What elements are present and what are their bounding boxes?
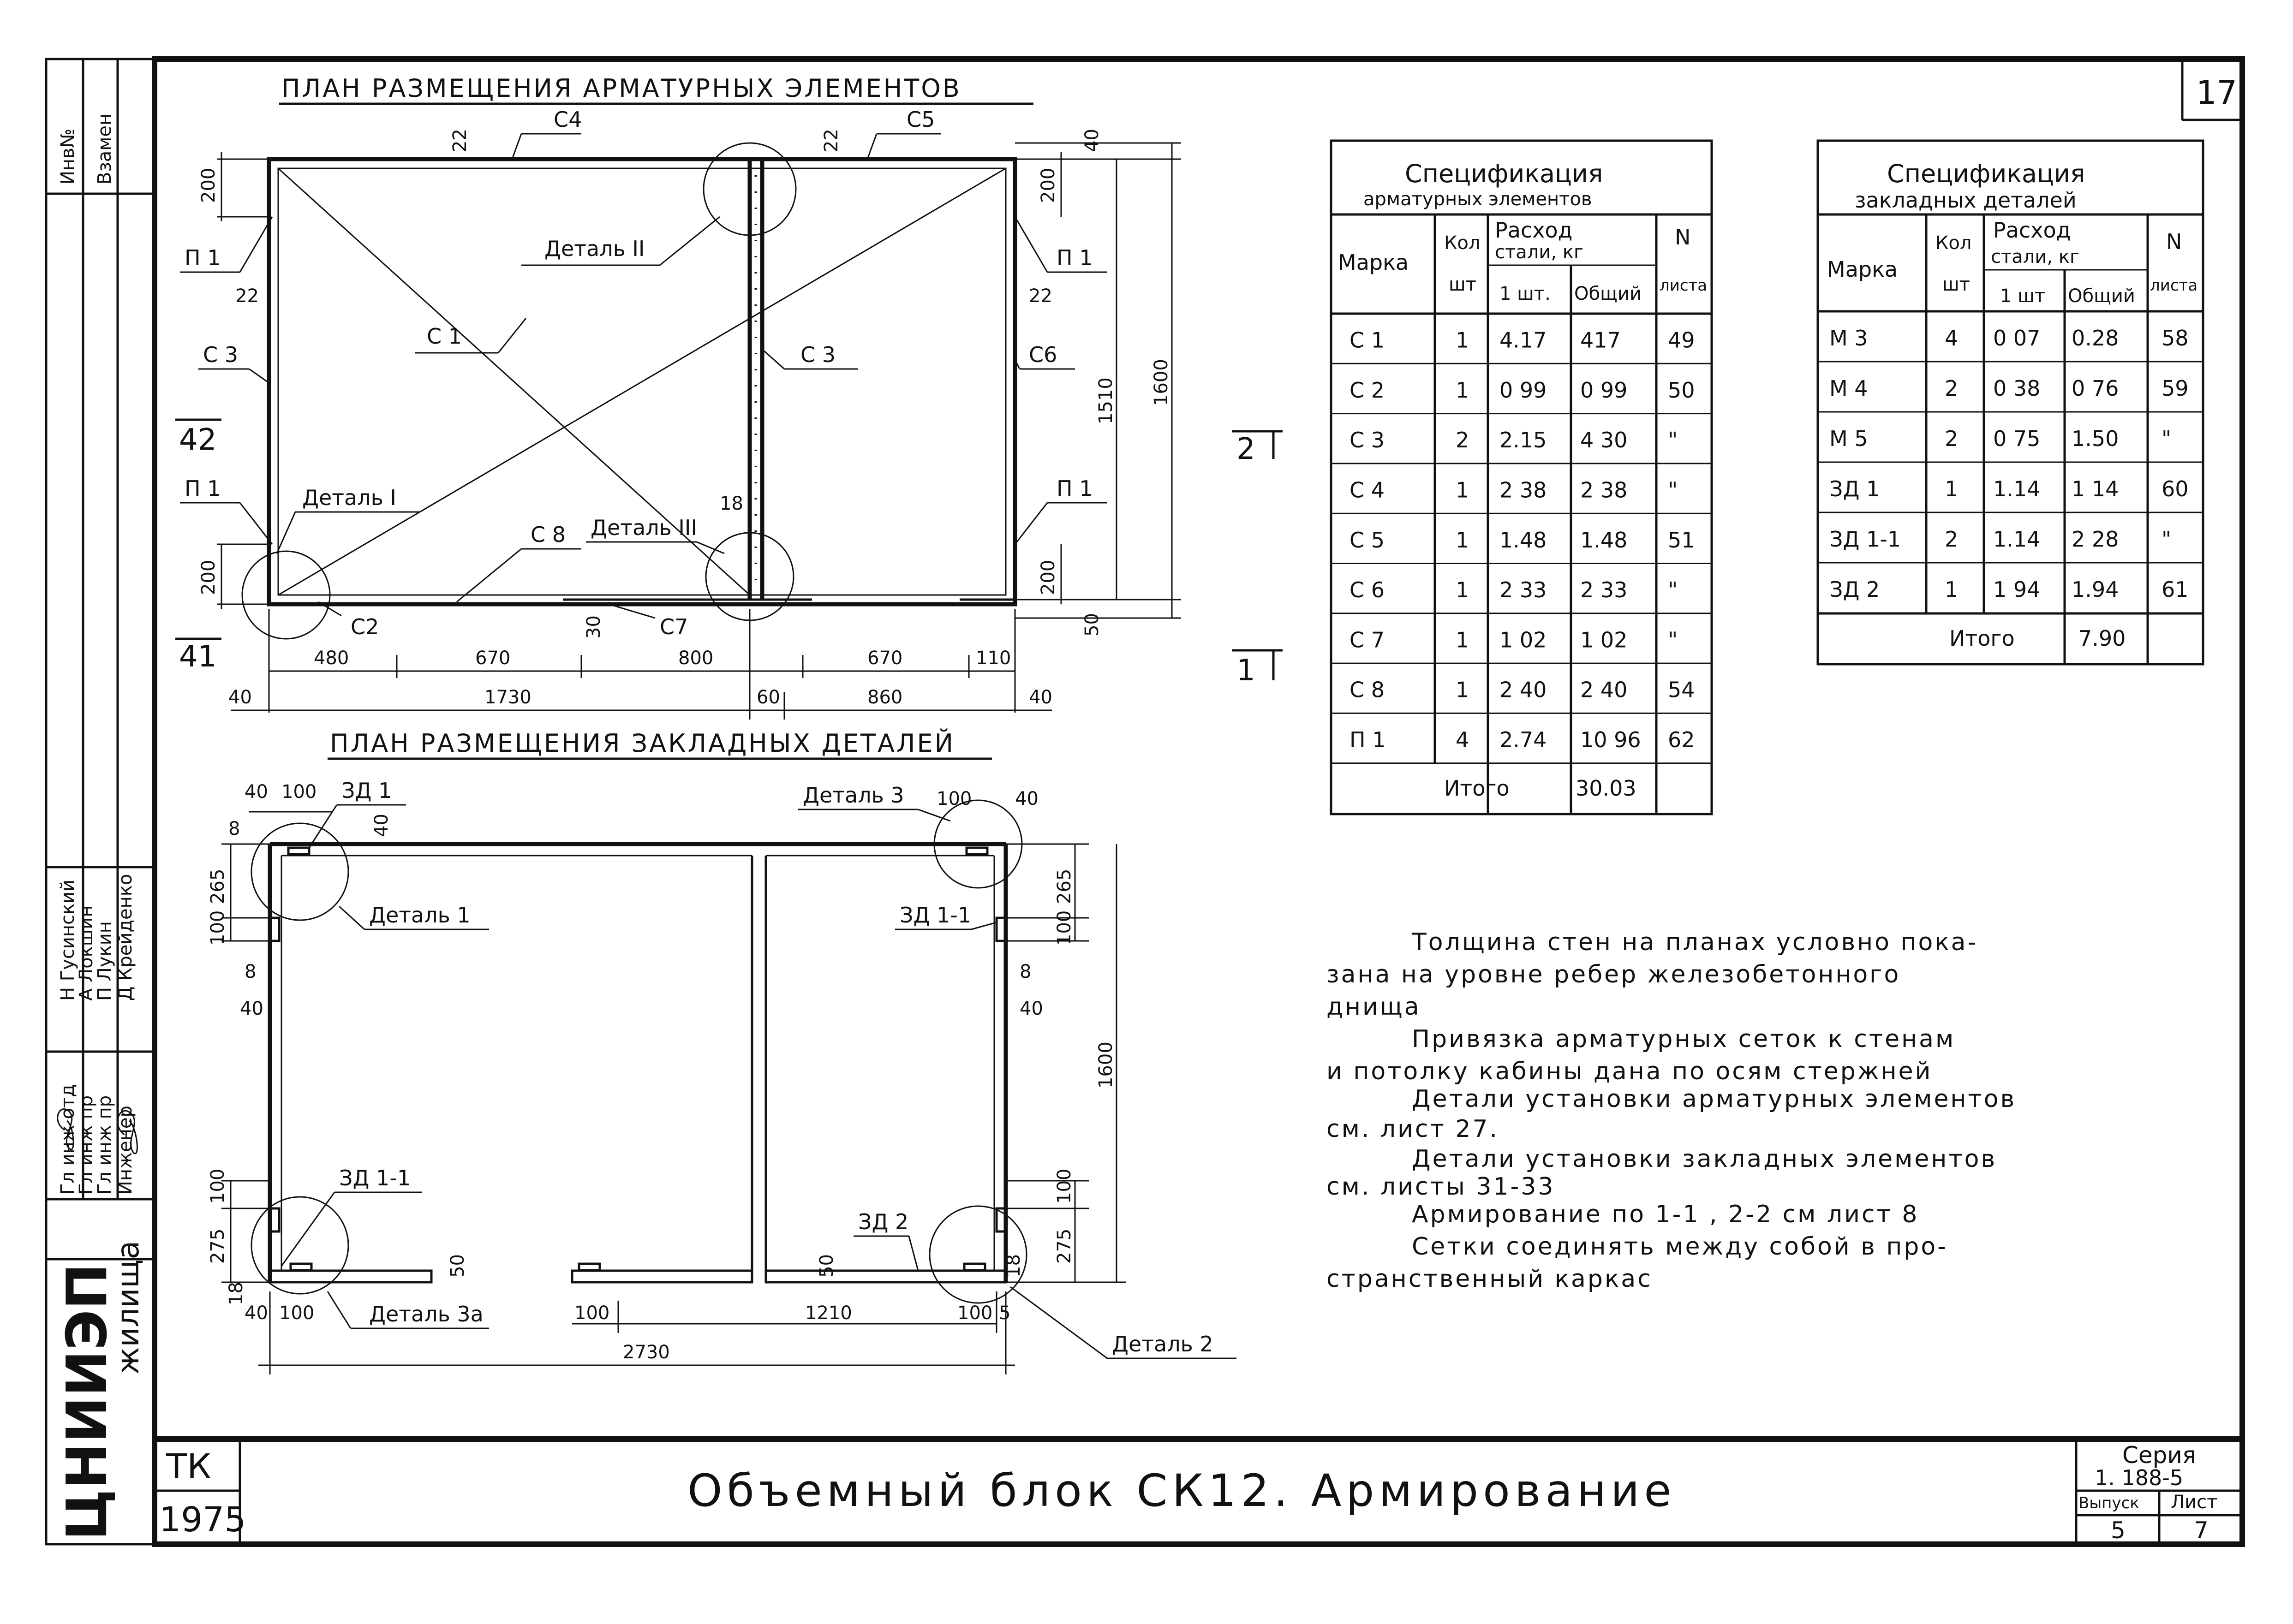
stamp-inv: Инв№ [57, 128, 78, 184]
rebar-title-2: арматурных элементов [1363, 189, 1592, 210]
rebar-cell: 1 [1456, 477, 1469, 503]
label-c3-mid: С 3 [800, 342, 836, 367]
rebar-cell: 54 [1668, 677, 1695, 702]
stamp-role-1: Гл инж отд [57, 1084, 78, 1195]
dim-40-top: 40 [1081, 129, 1103, 152]
dim-670-a: 670 [475, 648, 511, 669]
rebar-cell: 1 [1456, 677, 1469, 702]
dim2-8-tl: 8 [228, 818, 240, 839]
label-c3-left: С 3 [203, 342, 239, 367]
dim2-1600: 1600 [1095, 1041, 1117, 1089]
rebar-cell: 2 33 [1499, 577, 1547, 603]
series-value: 1. 188-5 [2095, 1465, 2184, 1490]
rebar-cell: 1.48 [1499, 527, 1547, 553]
issue-label: Выпуск [2078, 1494, 2139, 1512]
note-line-11: Сетки соединять между собой в про- [1412, 1233, 1948, 1261]
dim2-18-bl: 18 [226, 1282, 247, 1305]
rebar-cell: 2.15 [1499, 428, 1547, 453]
note-line-6: Детали установки арматурных элементов [1412, 1085, 2017, 1113]
embed-cell: 59 [2162, 376, 2189, 401]
label-c1: С 1 [427, 324, 462, 349]
dim2-100-right: 100 [1054, 910, 1075, 946]
embed-total-label: Итого [1949, 626, 2015, 651]
dim-22-left: 22 [235, 286, 259, 307]
sheet-number: 17 [2196, 74, 2238, 112]
dim2-275-bl: 275 [207, 1228, 228, 1264]
label-zd1-1-right: ЗД 1-1 [900, 903, 972, 928]
dim2-8-right: 8 [1020, 961, 1032, 982]
section-mark-2: 2 [1236, 432, 1255, 466]
dim-30: 30 [583, 615, 604, 639]
rebar-cell: 1 [1456, 627, 1469, 653]
embed-h-sheet2: листа [2150, 276, 2198, 295]
rebar-cell: 2 33 [1580, 577, 1628, 603]
stamp-name-4: Д Крейденко [115, 874, 136, 1001]
dim2-265-right: 265 [1054, 869, 1075, 904]
rebar-cell: 51 [1668, 527, 1695, 553]
dim-22-top-1: 22 [449, 129, 471, 152]
label-c7: С7 [660, 614, 688, 639]
rebar-cell: С 4 [1350, 477, 1385, 503]
rebar-total-label: Итого [1444, 776, 1510, 801]
embed-cell: 1.94 [2072, 577, 2119, 602]
dim2-100-left: 100 [207, 910, 228, 946]
embed-cell: 0.28 [2072, 326, 2119, 351]
embed-cell: М 5 [1829, 426, 1868, 452]
rebar-h-one: 1 шт. [1499, 283, 1551, 304]
rebar-cell: С 2 [1350, 377, 1385, 403]
rebar-title-1: Спецификация [1405, 159, 1603, 188]
dim-60: 60 [757, 687, 780, 708]
dim2-5: 5 [999, 1303, 1011, 1324]
label-zd1-1-left: ЗД 1-1 [339, 1166, 411, 1190]
dim2-40-bl: 40 [245, 1303, 268, 1324]
dim-110: 110 [976, 648, 1011, 669]
rebar-cell: " [1668, 627, 1678, 653]
embed-cell: ЗД 1-1 [1829, 527, 1901, 552]
embed-h-qty1: Кол [1935, 232, 1972, 254]
stamp-role-3: Гл инж пр [94, 1095, 115, 1195]
embed-h-sheet1: N [2166, 229, 2182, 254]
dim2-40-v: 40 [371, 814, 392, 837]
dim2-50-b: 50 [816, 1254, 837, 1278]
dim2-40-right: 40 [1020, 998, 1043, 1019]
embed-cell: 58 [2162, 326, 2189, 351]
drawing-title: Объемный блок СК12. Армирование [687, 1465, 1676, 1517]
note-line-8: Детали установки закладных элементов [1412, 1145, 1997, 1173]
embed-h-mark: Марка [1827, 257, 1898, 282]
note-line-7: см. лист 27. [1326, 1115, 1499, 1143]
rebar-h-total: Общий [1574, 283, 1642, 304]
section-mark-42: 42 [179, 423, 217, 457]
label-detail-2: Деталь II [544, 236, 645, 261]
note-line-5: и потолку кабины дана по осям стержней [1326, 1058, 1933, 1085]
rebar-cell: 0 99 [1580, 377, 1628, 403]
dim2-100-tr: 100 [937, 788, 972, 809]
rebar-h-mark: Марка [1338, 250, 1409, 275]
rebar-total-value: 30.03 [1576, 776, 1636, 801]
label-detail-3: Деталь III [591, 515, 698, 540]
section-mark-41: 41 [179, 640, 217, 674]
section-mark-1: 1 [1236, 654, 1255, 688]
dim2-50-a: 50 [447, 1254, 468, 1278]
rebar-cell: 2 40 [1580, 677, 1628, 702]
note-line-9: см. листы 31-33 [1326, 1173, 1555, 1201]
label-detail3a: Деталь 3а [369, 1302, 484, 1327]
rebar-cell: С 3 [1350, 428, 1385, 453]
dim-1510: 1510 [1095, 377, 1117, 424]
embed-cell: 2 [1945, 376, 1959, 401]
embed-h-cons1: Расход [1993, 218, 2071, 243]
dim2-100-mid: 100 [574, 1303, 610, 1324]
label-p1-bl: П 1 [185, 476, 221, 501]
label-p1-br: П 1 [1057, 476, 1093, 501]
dim-860: 860 [867, 687, 903, 708]
dim-50: 50 [1081, 613, 1103, 637]
embed-cell: 0 76 [2072, 376, 2119, 401]
label-p1-tr: П 1 [1057, 245, 1093, 270]
title-block [159, 1442, 2217, 1544]
embed-cell: 1.50 [2072, 426, 2119, 452]
rebar-cell: 1 02 [1580, 627, 1628, 653]
embed-cell: 1 14 [2072, 476, 2119, 502]
dim-200-tr: 200 [1038, 167, 1059, 203]
label-zd1: ЗД 1 [341, 778, 392, 803]
dim2-100-br: 100 [957, 1303, 993, 1324]
rebar-cell: 1 [1456, 377, 1469, 403]
note-line-4: Привязка арматурных сеток к стенам [1412, 1025, 1956, 1053]
stamp-replaced: Взамен [94, 113, 115, 184]
label-c5: С5 [907, 107, 935, 132]
rebar-cell: 417 [1580, 327, 1621, 353]
embed-h-total: Общий [2068, 286, 2135, 307]
label-detail1: Деталь 1 [369, 903, 471, 928]
label-detail-1: Деталь I [302, 485, 396, 510]
rebar-cell: С 8 [1350, 677, 1385, 702]
rebar-cell: С 5 [1350, 527, 1385, 553]
title-tk: ТК [166, 1447, 211, 1487]
embed-cell: 1.14 [1993, 476, 2041, 502]
dim-200-br: 200 [1038, 559, 1059, 595]
label-detail2: Деталь 2 [1112, 1332, 1213, 1356]
embed-cell: " [2162, 426, 2172, 452]
dim-200-bl: 200 [198, 559, 219, 595]
label-zd2: ЗД 2 [858, 1209, 909, 1234]
embed-cell: 1 [1945, 476, 1959, 502]
embed-cell: 0 75 [1993, 426, 2041, 452]
dim-670-b: 670 [867, 648, 903, 669]
embed-cell: М 4 [1829, 376, 1868, 401]
spec-embed-table [1818, 141, 2203, 664]
rebar-cell: 10 96 [1580, 727, 1641, 753]
rebar-cell: 2 [1456, 428, 1469, 453]
label-c2: С2 [351, 614, 379, 639]
dim2-2730: 2730 [623, 1342, 670, 1363]
rebar-cell: С 6 [1350, 577, 1385, 603]
embed-title-2: закладных деталей [1855, 188, 2077, 213]
rebar-cell: 50 [1668, 377, 1695, 403]
dim-1730: 1730 [484, 687, 531, 708]
rebar-cell: 4 [1456, 727, 1469, 753]
embed-cell: 0 07 [1993, 326, 2041, 351]
rebar-h-qty1: Кол [1444, 232, 1481, 254]
series-label: Серия [2122, 1442, 2196, 1469]
embed-cell: ЗД 2 [1829, 577, 1880, 602]
dim2-1210: 1210 [805, 1303, 852, 1324]
rebar-cell: " [1668, 477, 1678, 503]
dim-200-tl: 200 [198, 167, 219, 203]
dim2-40-tr: 40 [1015, 788, 1039, 809]
rebar-cell: 2 38 [1580, 477, 1628, 503]
dim2-8-left: 8 [245, 961, 257, 982]
rebar-cell: 2 40 [1499, 677, 1547, 702]
label-c4: С4 [554, 107, 582, 132]
dim-18: 18 [720, 493, 743, 514]
note-line-1: Толщина стен на планах условно пока- [1412, 928, 1978, 956]
rebar-cell: " [1668, 428, 1678, 453]
rebar-h-qty2: шт [1449, 274, 1476, 295]
rebar-cell: С 7 [1350, 627, 1385, 653]
dim2-40-tl: 40 [245, 781, 268, 803]
plan-embedded [207, 729, 1236, 1374]
rebar-cell: 49 [1668, 327, 1695, 353]
title-year: 1975 [159, 1500, 246, 1540]
dim2-100-tl: 100 [281, 781, 317, 803]
rebar-cell: 2.74 [1499, 727, 1547, 753]
rebar-h-cons1: Расход [1495, 218, 1573, 243]
plan-reinforcement-title: ПЛАН РАЗМЕЩЕНИЯ АРМАТУРНЫХ ЭЛЕМЕНТОВ [281, 74, 961, 103]
embed-cell: ЗД 1 [1829, 476, 1880, 502]
rebar-cell: 1 [1456, 327, 1469, 353]
embed-h-cons2: стали, кг [1991, 246, 2079, 268]
label-p1-tl: П 1 [185, 245, 221, 270]
rebar-h-cons2: стали, кг [1495, 242, 1583, 263]
rebar-cell: 4 30 [1580, 428, 1628, 453]
dim2-100-bl: 100 [207, 1168, 228, 1204]
sheet-label: Лист [2171, 1492, 2218, 1513]
stamp-org-sub: жилища [110, 1240, 146, 1374]
dim2-18-right: 18 [1003, 1254, 1024, 1278]
rebar-h-sheet2: листа [1660, 276, 1708, 295]
spec-rebar-table [1331, 141, 1712, 814]
embed-cell: 2 [1945, 527, 1959, 552]
stamp-name-1: Н Гусинский [57, 879, 78, 1001]
embed-title-1: Спецификация [1887, 159, 2085, 188]
rebar-h-sheet1: N [1675, 225, 1691, 250]
embed-cell: 4 [1945, 326, 1959, 351]
sheet-value: 7 [2194, 1517, 2209, 1544]
rebar-cell: 1 [1456, 577, 1469, 603]
rebar-cell: 1 02 [1499, 627, 1547, 653]
dim-1600: 1600 [1151, 359, 1172, 406]
rebar-cell: С 1 [1350, 327, 1385, 353]
side-stamp [46, 59, 155, 1544]
embed-cell: 1 [1945, 577, 1959, 602]
note-line-3: днища [1326, 993, 1421, 1021]
plan-reinforcement [175, 74, 1283, 720]
embed-cell: 2 [1945, 426, 1959, 452]
rebar-cell: 4.17 [1499, 327, 1547, 353]
embed-cell: 1 94 [1993, 577, 2041, 602]
notes-block [1326, 928, 2016, 1293]
embed-cell: 60 [2162, 476, 2189, 502]
embed-cell: М 3 [1829, 326, 1868, 351]
rebar-cell: 2 38 [1499, 477, 1547, 503]
rebar-cell: 0 99 [1499, 377, 1547, 403]
rebar-cell: 1.48 [1580, 527, 1628, 553]
note-line-12: странственный каркас [1326, 1265, 1653, 1293]
dim2-100-blh: 100 [279, 1303, 315, 1324]
rebar-cell: П 1 [1350, 727, 1386, 753]
dim2-265-left: 265 [207, 869, 228, 904]
label-c8: С 8 [531, 522, 566, 547]
dim-800: 800 [678, 648, 714, 669]
stamp-org: ЦНИИЭП [55, 1263, 119, 1541]
stamp-role-2: Гл инж пр [76, 1095, 97, 1195]
stamp-name-3: П Лукин [94, 921, 115, 1001]
stamp-role-4: Инженер [115, 1106, 136, 1195]
embed-cell: 61 [2162, 577, 2189, 602]
dim-22-right: 22 [1029, 286, 1052, 307]
embed-cell: 2 28 [2072, 527, 2119, 552]
dim2-100-rv: 100 [1054, 1168, 1075, 1204]
label-c6: С6 [1029, 342, 1057, 367]
embed-cell: " [2162, 527, 2172, 552]
issue-value: 5 [2111, 1517, 2126, 1544]
rebar-cell: 62 [1668, 727, 1695, 753]
embed-total-value: 7.90 [2078, 626, 2126, 651]
note-line-2: зана на уровне ребер железобетонного [1326, 961, 1901, 988]
rebar-cell: 1 [1456, 527, 1469, 553]
label-detail3: Деталь 3 [803, 783, 904, 808]
embed-cell: 0 38 [1993, 376, 2041, 401]
dim-40-left: 40 [228, 687, 252, 708]
dim-22-top-2: 22 [821, 129, 842, 152]
stamp-name-2: А Локшин [76, 905, 97, 1001]
embed-h-one: 1 шт [2000, 286, 2046, 307]
dim2-275-right: 275 [1054, 1228, 1075, 1264]
dim-40-right: 40 [1029, 687, 1052, 708]
embed-h-qty2: шт [1942, 274, 1970, 295]
rebar-cell: " [1668, 577, 1678, 603]
dim2-40-left: 40 [240, 998, 263, 1019]
embed-cell: 1.14 [1993, 527, 2041, 552]
plan-embedded-title: ПЛАН РАЗМЕЩЕНИЯ ЗАКЛАДНЫХ ДЕТАЛЕЙ [330, 729, 955, 758]
note-line-10: Армирование по 1-1 , 2-2 см лист 8 [1412, 1201, 1919, 1228]
dim-480: 480 [314, 648, 349, 669]
